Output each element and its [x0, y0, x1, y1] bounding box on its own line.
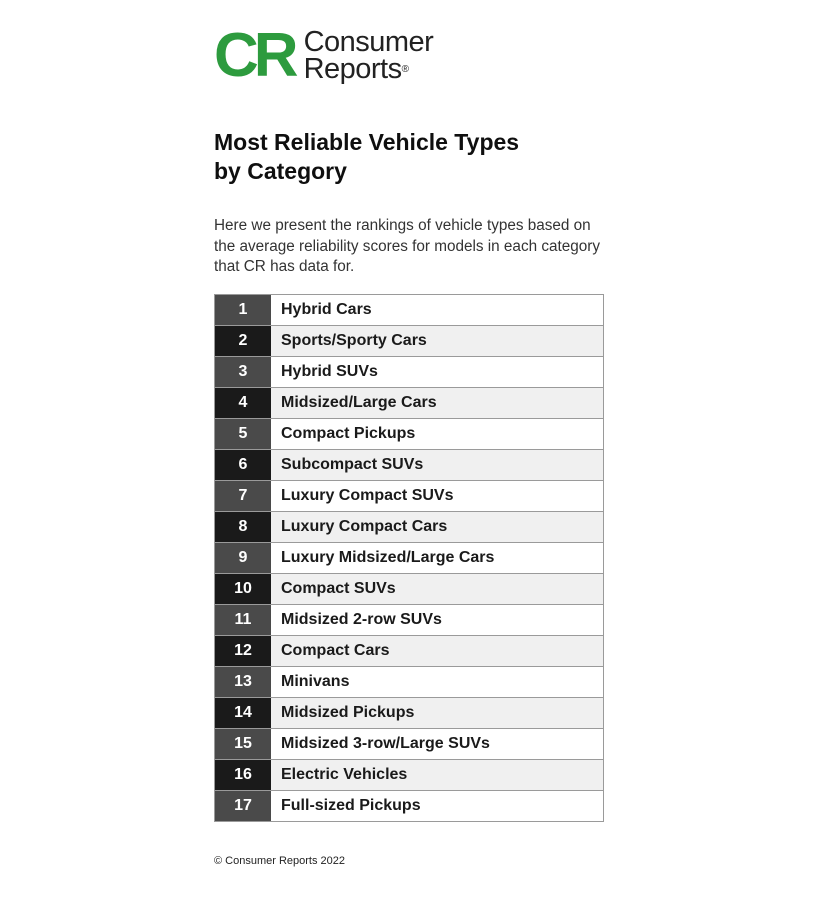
ranking-row [215, 512, 604, 543]
rank-number: 14 [215, 698, 272, 729]
vehicle-type: Midsized 2-row SUVs [271, 605, 604, 636]
logo-word-reports-line [303, 53, 434, 85]
logo-word-reports: Reports [303, 53, 402, 85]
vehicle-type: Midsized 3-row/Large SUVs [271, 729, 604, 760]
consumer-reports-logo [214, 21, 434, 90]
rank-number: 8 [215, 512, 272, 543]
rank-number: 10 [215, 574, 272, 605]
rank-number: 2 [215, 326, 272, 357]
vehicle-type: Sports/Sporty Cars [271, 326, 604, 357]
ranking-row [215, 419, 604, 450]
rank-number: 3 [215, 357, 272, 388]
vehicle-type: Compact Pickups [271, 419, 604, 450]
ranking-row [215, 388, 604, 419]
rank-number: 15 [215, 729, 272, 760]
ranking-row [215, 760, 604, 791]
ranking-row [215, 574, 604, 605]
page-title-line-2: by Category [214, 158, 347, 184]
vehicle-type: Subcompact SUVs [271, 450, 604, 481]
rank-number: 6 [215, 450, 272, 481]
rank-number: 16 [215, 760, 272, 791]
rank-number: 7 [215, 481, 272, 512]
vehicle-type: Compact Cars [271, 636, 604, 667]
ranking-row [215, 295, 604, 326]
ranking-row [215, 543, 604, 574]
page-title-line-1: Most Reliable Vehicle Types [214, 129, 520, 155]
vehicle-type: Full-sized Pickups [271, 791, 604, 822]
rank-number: 9 [215, 543, 272, 574]
vehicle-type: Compact SUVs [271, 574, 604, 605]
rank-number: 1 [215, 295, 272, 326]
rank-number: 17 [215, 791, 272, 822]
ranking-row [215, 481, 604, 512]
vehicle-type: Midsized Pickups [271, 698, 604, 729]
vehicle-type: Luxury Compact SUVs [271, 481, 604, 512]
ranking-row [215, 636, 604, 667]
vehicle-type: Hybrid Cars [271, 295, 604, 326]
rank-number: 11 [215, 605, 272, 636]
ranking-table-body [215, 295, 604, 822]
ranking-row [215, 698, 604, 729]
rank-number: 12 [215, 636, 272, 667]
rank-number: 4 [215, 388, 272, 419]
vehicle-type: Electric Vehicles [271, 760, 604, 791]
vehicle-type: Hybrid SUVs [271, 357, 604, 388]
ranking-row [215, 729, 604, 760]
ranking-row [215, 605, 604, 636]
vehicle-type: Minivans [271, 667, 604, 698]
ranking-row [215, 357, 604, 388]
vehicle-type: Midsized/Large Cars [271, 388, 604, 419]
rank-number: 5 [215, 419, 272, 450]
vehicle-type: Luxury Midsized/Large Cars [271, 543, 604, 574]
ranking-row [215, 791, 604, 822]
ranking-row [215, 450, 604, 481]
ranking-row [215, 326, 604, 357]
ranking-row [215, 667, 604, 698]
registered-mark: ® [401, 64, 409, 75]
ranking-table [214, 294, 604, 822]
intro-paragraph: Here we present the rankings of vehicle types based on the average reliability scores for models in each category that CR has data for. [214, 217, 601, 275]
page-title [214, 128, 634, 186]
rank-number: 13 [215, 667, 272, 698]
cr-logo-mark: CR [214, 21, 294, 90]
logo-wordmark [303, 26, 434, 85]
vehicle-type: Luxury Compact Cars [271, 512, 604, 543]
logo-word-consumer: Consumer [303, 26, 434, 58]
copyright-notice: © Consumer Reports 2022 [214, 855, 346, 867]
